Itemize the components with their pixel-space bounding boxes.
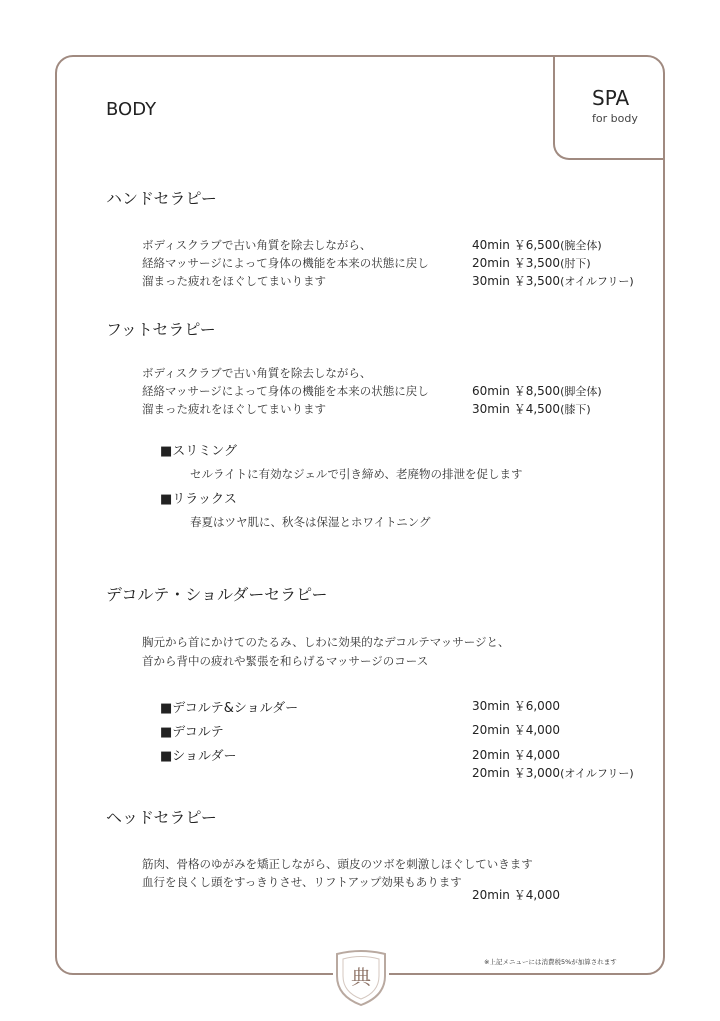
decollete-item-price: 30min ￥6,000 xyxy=(472,699,561,713)
head-therapy-title: ヘッドセラピー xyxy=(106,808,217,827)
foot-desc-line: 経絡マッサージによって身体の機能を本来の状態に戻し xyxy=(142,384,429,398)
price-value: 40min ￥6,500 xyxy=(472,238,561,252)
price-note: (肘下) xyxy=(560,257,591,270)
decollete-desc-line: 首から背中の疲れや緊張を和らげるマッサージのコース xyxy=(142,654,429,668)
option-slimming-desc: セルライトに有効なジェルで引き締め、老廃物の排泄を促します xyxy=(190,467,523,481)
foot-price-row xyxy=(472,400,591,419)
decollete-therapy-title: デコルテ・ショルダーセラピー xyxy=(106,585,328,604)
spa-subtitle: for body xyxy=(592,112,638,125)
price-value: 20min ￥3,500 xyxy=(472,256,561,270)
hand-desc-line: 溜まった疲れをほぐしてまいります xyxy=(142,274,326,288)
foot-price-row xyxy=(472,382,602,401)
foot-desc-line: 溜まった疲れをほぐしてまいります xyxy=(142,402,326,416)
foot-therapy-title: フットセラピー xyxy=(106,320,216,339)
decollete-item-price: 20min ￥4,000 xyxy=(472,723,561,737)
head-price: 20min ￥4,000 xyxy=(472,888,561,902)
price-note: (オイルフリー) xyxy=(560,767,634,780)
price-value: 30min ￥3,500 xyxy=(472,274,561,288)
option-relax-desc: 春夏はツヤ肌に、秋冬は保湿とホワイトニング xyxy=(190,515,431,529)
spa-title: SPA xyxy=(592,86,630,110)
crest-character: 典 xyxy=(351,965,371,989)
price-note: (膝下) xyxy=(560,403,591,416)
hand-therapy-title: ハンドセラピー xyxy=(106,189,217,208)
hand-price-row xyxy=(472,254,591,273)
price-note: (脚全体) xyxy=(560,385,602,398)
decollete-desc-line: 胸元から首にかけてのたるみ、しわに効果的なデコルテマッサージと、 xyxy=(142,635,510,649)
hand-price-row xyxy=(472,236,602,255)
foot-desc-line: ボディスクラブで古い角質を除去しながら、 xyxy=(142,366,372,380)
decollete-item-label: ■デコルテ&ショルダー xyxy=(160,701,299,716)
tax-footnote: ※上記メニューには消費税5%が加算されます xyxy=(484,958,617,966)
crest-logo xyxy=(333,946,389,1008)
head-desc-line: 筋肉、骨格のゆがみを矯正しながら、頭皮のツボを刺激しほぐしていきます xyxy=(142,857,533,871)
price-value: 20min ￥3,000 xyxy=(472,766,561,780)
decollete-item-label: ■ショルダー xyxy=(160,749,237,764)
page-title: BODY xyxy=(106,99,157,120)
option-relax-label: ■リラックス xyxy=(160,492,237,507)
price-note: (腕全体) xyxy=(560,239,602,252)
hand-desc-line: ボディスクラブで古い角質を除去しながら、 xyxy=(142,238,372,252)
decollete-extra-price-row xyxy=(472,764,634,783)
decollete-item-label: ■デコルテ xyxy=(160,725,224,740)
price-note: (オイルフリー) xyxy=(560,275,634,288)
hand-desc-line: 経絡マッサージによって身体の機能を本来の状態に戻し xyxy=(142,256,429,270)
price-value: 30min ￥4,500 xyxy=(472,402,561,416)
head-desc-line: 血行を良くし頭をすっきりさせ、リフトアップ効果もあります xyxy=(142,875,462,889)
price-value: 60min ￥8,500 xyxy=(472,384,561,398)
hand-price-row xyxy=(472,272,634,291)
crest-shield-icon xyxy=(333,946,389,1008)
option-slimming-label: ■スリミング xyxy=(160,444,238,459)
decollete-item-price: 20min ￥4,000 xyxy=(472,748,561,762)
